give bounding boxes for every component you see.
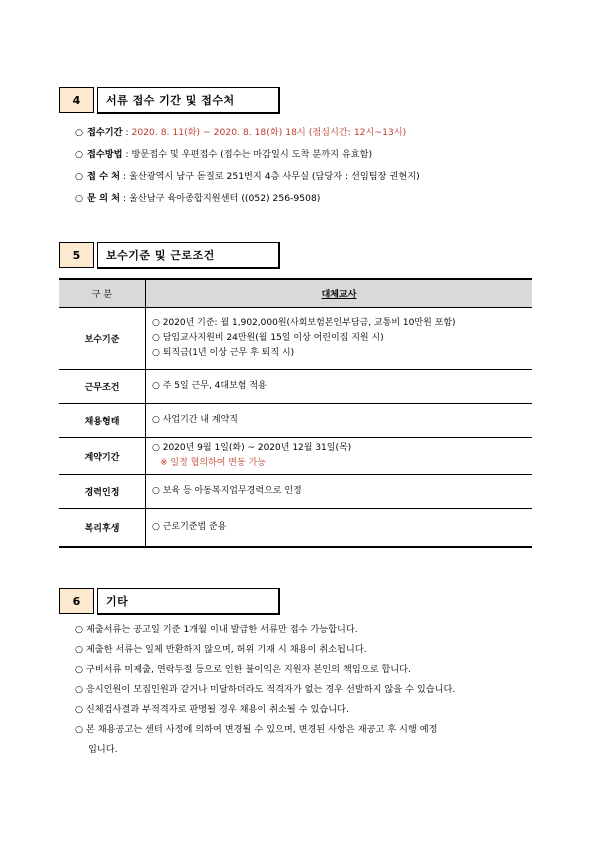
row-line: ○ 주 5일 근무, 4대보험 적용 (152, 381, 267, 391)
section-4-item (75, 190, 320, 204)
bullet-marker: ○ (75, 149, 84, 160)
row-content (146, 404, 533, 438)
section-6-item: ○ 본 채용공고는 센터 사정에 의하여 변경될 수 있으며, 변경된 사항은 재공고 후 시행 예정 (75, 724, 438, 735)
separator: : (120, 171, 129, 182)
section-6-item: ○ 제출서류는 공고일 기준 1개월 이내 발급한 서류만 접수 가능합니다. (75, 624, 358, 635)
section-6-item: ○ 응시인원이 모집인원과 같거나 미달하더라도 적격자가 없는 경우 선발하지 않을 수 있습니다. (75, 684, 456, 695)
table-row (59, 438, 532, 475)
table-row (59, 475, 532, 509)
bullet-marker: ○ (75, 193, 84, 204)
row-label: 복리후생 (59, 509, 146, 547)
section-6-item: ○ 구비서류 미제출, 연락두절 등으로 인한 불이익은 지원자 본인의 책임으로 합니다. (75, 664, 411, 675)
bullet-marker: ○ (75, 171, 84, 182)
row-line: ○ 퇴직금(1년 이상 근무 후 퇴직 시) (152, 348, 295, 358)
row-label: 채용형태 (59, 404, 146, 438)
item-label: 접수방법 (87, 149, 123, 160)
section-6-number: 6 (59, 588, 94, 614)
section-6-header (59, 588, 280, 614)
bullet-marker: ○ (75, 127, 84, 138)
section-5-title: 보수기준 및 근로조건 (97, 242, 280, 269)
item-value: 울산남구 육아종합지원센터 ((052) 256-9508) (129, 193, 321, 204)
work-conditions-table (59, 278, 532, 548)
section-4-title: 서류 접수 기간 및 접수처 (97, 87, 280, 114)
table-row (59, 370, 532, 404)
row-label: 계약기간 (59, 438, 146, 475)
row-label: 경력인정 (59, 475, 146, 509)
table-header-row (59, 279, 532, 308)
row-line: ○ 2020년 9월 1일(화) ~ 2020년 12월 31일(목) (152, 443, 352, 453)
section-6-item-continuation: 입니다. (88, 744, 118, 755)
row-content (146, 475, 533, 509)
row-line: ○ 보육 등 아동복지업무경력으로 인정 (152, 486, 302, 496)
section-6-item: ○ 신체검사결과 부적격자로 판명될 경우 채용이 취소될 수 있습니다. (75, 704, 349, 715)
section-6-title: 기타 (97, 588, 280, 615)
row-line: ○ 담임교사지원비 24만원(월 15일 이상 어린이집 지원 시) (152, 333, 384, 343)
row-label: 보수기준 (59, 308, 146, 370)
row-content (146, 370, 533, 404)
separator: : (120, 193, 129, 204)
item-value: 방문접수 및 우편접수 (접수는 마감일시 도착 분까지 유효함) (131, 149, 373, 160)
separator: : (122, 149, 132, 160)
row-line: ○ 근로기준법 준용 (152, 521, 227, 532)
table-row (59, 404, 532, 438)
row-line: ○ 사업기간 내 계약직 (152, 415, 238, 425)
row-content (146, 438, 533, 475)
item-value: 2020. 8. 11(화) ~ 2020. 8. 18(화) 18시 (점심시간: 12시~13시) (131, 127, 407, 138)
header-substitute-teacher: 대체교사 (146, 279, 533, 308)
row-label: 근무조건 (59, 370, 146, 404)
item-label: 문 의 처 (87, 193, 121, 204)
table-row (59, 509, 532, 547)
section-4-item (75, 146, 372, 160)
section-5-header (59, 242, 280, 268)
row-content (146, 509, 533, 547)
section-4-number: 4 (59, 87, 94, 113)
section-4-item (75, 124, 406, 138)
header-category: 구 분 (59, 279, 146, 308)
item-label: 접수기간 (87, 127, 123, 138)
table-row (59, 308, 532, 370)
row-note: ※ 일정 협의하여 변동 가능 (160, 458, 266, 468)
section-4-item (75, 168, 420, 182)
section-5-number: 5 (59, 242, 94, 268)
section-6-item: ○ 제출한 서류는 일체 반환하지 않으며, 허위 기재 시 채용이 취소됩니다. (75, 644, 367, 655)
section-4-header (59, 87, 280, 113)
row-line: ○ 2020년 기준: 월 1,902,000원(사회보험본인부담금, 교통비 10만원 포함) (152, 318, 456, 328)
separator: : (122, 127, 132, 138)
row-content (146, 308, 533, 370)
item-label: 접 수 처 (87, 171, 121, 182)
item-value: 울산광역시 남구 돋질로 251번지 4층 사무실 (담당자 : 선임팀장 권현지) (129, 171, 420, 182)
